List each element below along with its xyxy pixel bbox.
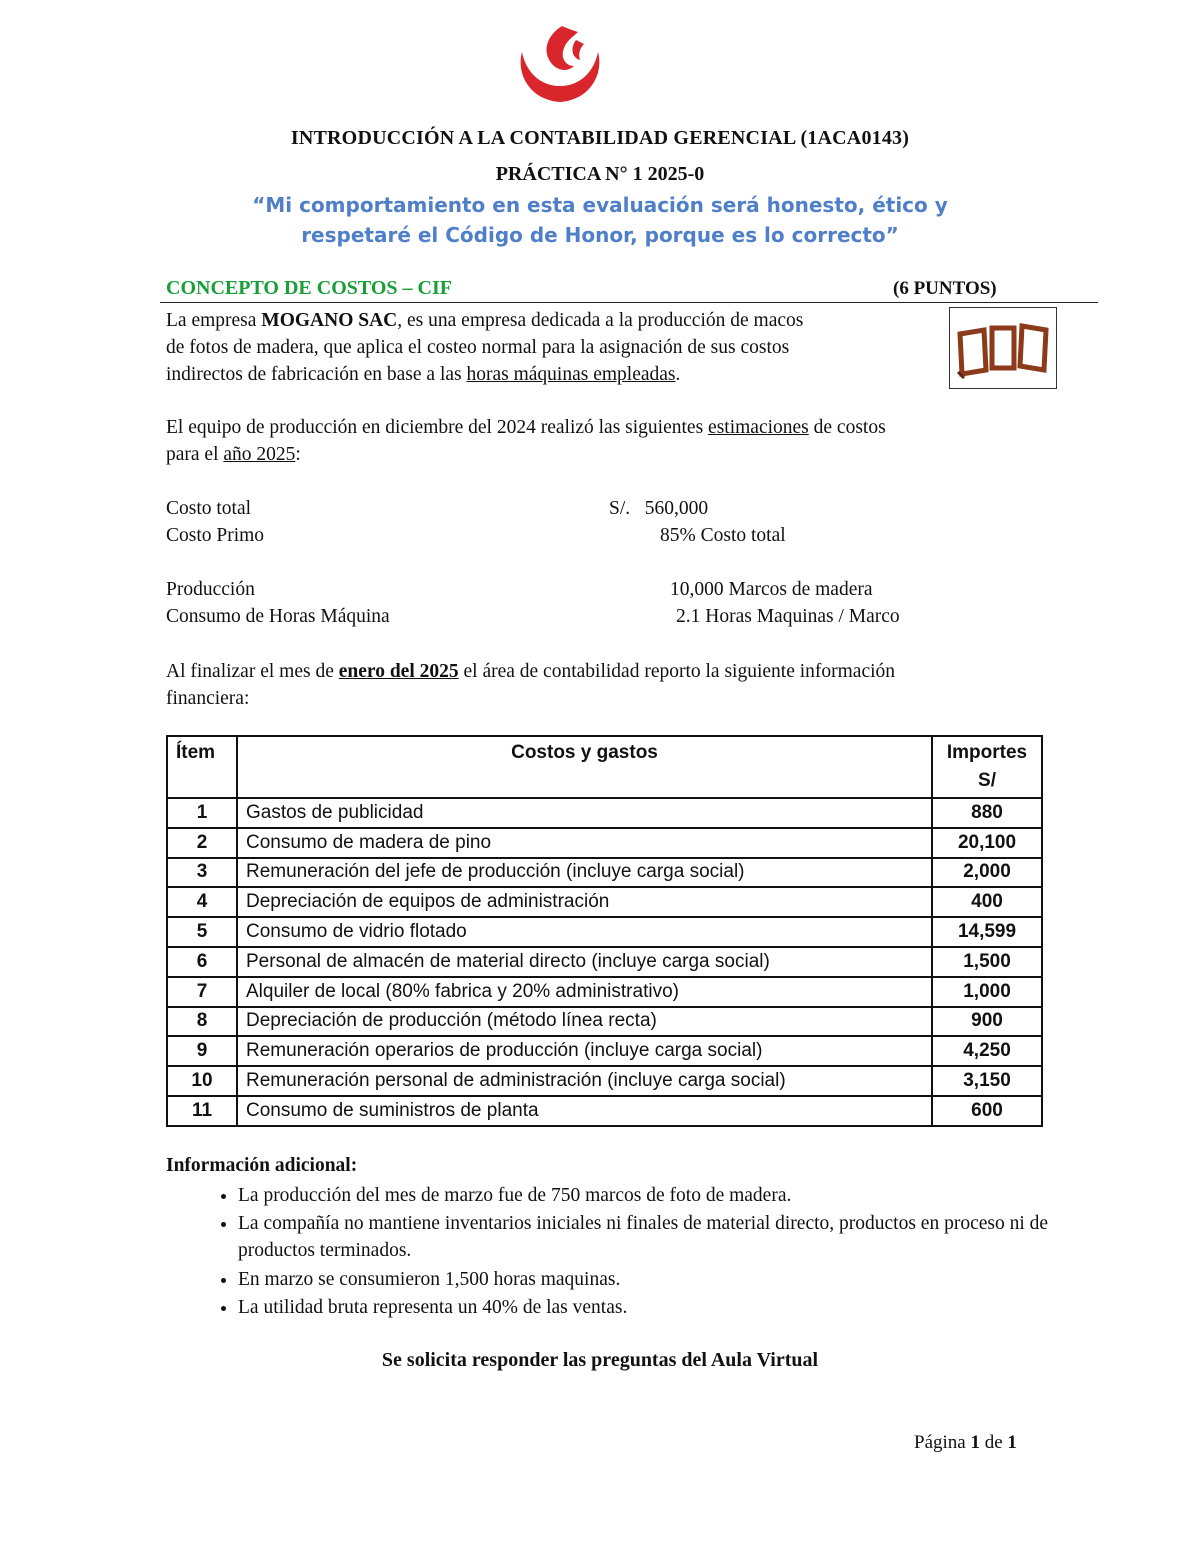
item-amount-cell: 3,150	[932, 1066, 1042, 1096]
table-row	[167, 1096, 1042, 1126]
section-divider	[160, 302, 1098, 303]
estimates-intro-line-2	[166, 441, 301, 468]
table-row	[167, 917, 1042, 947]
item-amount-cell: 14,599	[932, 917, 1042, 947]
item-amount-cell: 600	[932, 1096, 1042, 1126]
intro-text: La empresa	[166, 310, 262, 331]
horas-maquina-label: Consumo de Horas Máquina	[166, 606, 390, 627]
additional-info-title: Información adicional:	[166, 1155, 358, 1176]
closing-instruction: Se solicita responder las preguntas del Aula Virtual	[381, 1349, 819, 1371]
course-title: INTRODUCCIÓN A LA CONTABILIDAD GERENCIAL (1ACA0143)	[290, 127, 910, 149]
costo-primo-value: 85% Costo total	[660, 525, 786, 546]
item-description-cell: Gastos de publicidad	[237, 798, 932, 828]
photo-frames-icon	[950, 308, 1055, 387]
costo-total-label: Costo total	[166, 498, 252, 519]
intro-text: , es una empresa dedicada a la producción de macos	[397, 310, 804, 331]
honor-code-line-1: “Mi comportamiento en esta evaluación será honesto, ético y	[252, 193, 948, 217]
estimates-text: :	[295, 444, 301, 465]
list-item: • La producción del mes de marzo fue de 750 marcos de foto de madera.	[238, 1182, 1068, 1209]
item-description-cell: Personal de almacén de material directo (incluye carga social)	[237, 947, 932, 977]
intro-line-2: de fotos de madera, que aplica el costeo normal para la asignación de sus costos	[166, 337, 790, 358]
table-row	[167, 977, 1042, 1007]
practice-subtitle: PRÁCTICA N° 1 2025-0	[495, 163, 705, 185]
item-number-cell: 7	[167, 977, 237, 1007]
item-description-cell: Consumo de madera de pino	[237, 828, 932, 858]
horas-maquina-value: 2.1 Horas Maquinas / Marco	[676, 606, 900, 627]
header-costs: Costos y gastos	[237, 736, 932, 798]
table-row	[167, 947, 1042, 977]
item-amount-cell: 20,100	[932, 828, 1042, 858]
january-intro-line-1	[166, 658, 895, 685]
section-title: CONCEPTO DE COSTOS – CIF	[166, 277, 452, 299]
item-amount-cell: 880	[932, 798, 1042, 828]
header-amount	[932, 736, 1042, 798]
intro-line-1	[166, 307, 803, 334]
intro-text: indirectos de fabricación en base a las	[166, 364, 467, 385]
table-row	[167, 798, 1042, 828]
table-row	[167, 828, 1042, 858]
item-amount-cell: 2,000	[932, 858, 1042, 888]
table-row	[167, 1036, 1042, 1066]
item-amount-cell: 400	[932, 887, 1042, 917]
estimates-year: año 2025	[223, 444, 296, 465]
page-word: Página	[914, 1432, 966, 1453]
item-number-cell: 10	[167, 1066, 237, 1096]
january-intro-line-2: financiera:	[166, 688, 250, 709]
page-number	[914, 1432, 1017, 1454]
item-description-cell: Remuneración del jefe de producción (incluye carga social)	[237, 858, 932, 888]
item-description-cell: Consumo de vidrio flotado	[237, 917, 932, 947]
table-row	[167, 858, 1042, 888]
item-amount-cell: 900	[932, 1007, 1042, 1037]
table-row	[167, 1066, 1042, 1096]
produccion-label: Producción	[166, 579, 255, 600]
intro-text: .	[675, 364, 681, 385]
january-period: enero del 2025	[338, 661, 459, 682]
photo-frames-image	[949, 307, 1057, 389]
item-number-cell: 1	[167, 798, 237, 828]
estimates-text: de costos	[808, 417, 886, 438]
item-description-cell: Alquiler de local (80% fabrica y 20% administrativo)	[237, 977, 932, 1007]
item-description-cell: Consumo de suministros de planta	[237, 1096, 932, 1126]
item-number-cell: 6	[167, 947, 237, 977]
company-name: MOGANO SAC	[261, 310, 398, 331]
item-number-cell: 8	[167, 1007, 237, 1037]
allocation-base: horas máquinas empleadas	[466, 364, 676, 385]
header-amount-line-1: Importes	[946, 742, 1028, 763]
table-row	[167, 1007, 1042, 1037]
header-amount-line-2: S/	[978, 770, 996, 791]
costs-table	[166, 735, 1043, 1127]
item-number-cell: 3	[167, 858, 237, 888]
january-text: Al finalizar el mes de	[166, 661, 339, 682]
list-item: • La utilidad bruta representa un 40% de las ventas.	[238, 1294, 1068, 1321]
estimates-keyword: estimaciones	[708, 417, 809, 438]
table-body	[167, 798, 1042, 1126]
list-item: • La compañía no mantiene inventarios iniciales ni finales de material directo, productos en proceso ni de productos terminados.	[238, 1210, 1068, 1264]
university-logo-icon	[512, 22, 608, 106]
intro-line-3	[166, 361, 680, 388]
estimates-intro-line-1	[166, 414, 886, 441]
item-number-cell: 5	[167, 917, 237, 947]
item-amount-cell: 1,500	[932, 947, 1042, 977]
item-description-cell: Remuneración personal de administración (incluye carga social)	[237, 1066, 932, 1096]
item-description-cell: Depreciación de equipos de administración	[237, 887, 932, 917]
january-text: el área de contabilidad reporto la siguiente información	[458, 661, 896, 682]
table-header-row	[167, 736, 1042, 798]
current-page: 1	[970, 1432, 980, 1453]
item-description-cell: Remuneración operarios de producción (incluye carga social)	[237, 1036, 932, 1066]
item-number-cell: 4	[167, 887, 237, 917]
honor-code-line-2: respetaré el Código de Honor, porque es lo correcto”	[301, 223, 899, 247]
list-item: • En marzo se consumieron 1,500 horas maquinas.	[238, 1266, 1068, 1293]
item-number-cell: 9	[167, 1036, 237, 1066]
item-description-cell: Depreciación de producción (método línea recta)	[237, 1007, 932, 1037]
item-number-cell: 2	[167, 828, 237, 858]
total-pages: 1	[1007, 1432, 1017, 1453]
of-word: de	[984, 1432, 1003, 1453]
item-amount-cell: 1,000	[932, 977, 1042, 1007]
item-amount-cell: 4,250	[932, 1036, 1042, 1066]
produccion-value: 10,000 Marcos de madera	[670, 579, 873, 600]
costo-total-value: S/. 560,000	[609, 498, 709, 519]
estimates-text: para el	[166, 444, 224, 465]
header-item: Ítem	[167, 736, 237, 798]
additional-info-list	[196, 1180, 1068, 1323]
section-points: (6 PUNTOS)	[893, 278, 997, 299]
item-number-cell: 11	[167, 1096, 237, 1126]
costo-primo-label: Costo Primo	[166, 525, 265, 546]
estimates-text: El equipo de producción en diciembre del 2024 realizó las siguientes	[166, 417, 709, 438]
table-row	[167, 887, 1042, 917]
